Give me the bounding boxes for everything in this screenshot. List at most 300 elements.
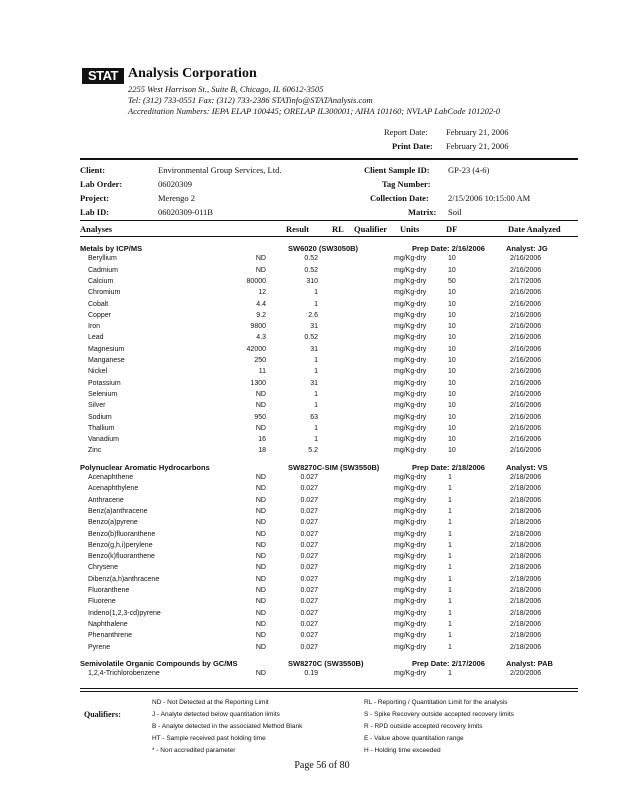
date-analyzed: 2/18/2006	[510, 587, 542, 594]
units: mg/Kg-dry	[394, 620, 427, 628]
units: mg/Kg-dry	[394, 390, 427, 398]
date-analyzed: 2/18/2006	[510, 519, 542, 527]
qualifiers-label: Qualifiers:	[84, 710, 121, 719]
result: ND	[255, 553, 266, 561]
reporting-limit: 2.6	[308, 311, 318, 319]
section-prep: Prep Date: 2/17/2006	[412, 658, 485, 668]
report-date-label: Report Date:	[384, 127, 428, 137]
units: mg/Kg-dry	[394, 334, 427, 342]
units: mg/Kg-dry	[394, 255, 427, 263]
date-analyzed: 2/18/2006	[510, 474, 542, 481]
table-row	[80, 497, 580, 508]
date-analyzed: 2/16/2006	[510, 390, 542, 398]
units: mg/Kg-dry	[394, 530, 427, 538]
table-row	[80, 542, 580, 553]
date-analyzed: 2/18/2006	[510, 643, 542, 651]
section-title: Semivolatile Organic Compounds by GC/MS	[80, 658, 238, 668]
dilution-factor: 1	[448, 575, 452, 583]
dilution-factor: 10	[448, 311, 456, 319]
units: mg/Kg-dry	[394, 643, 427, 651]
dilution-factor: 10	[448, 357, 456, 364]
table-row	[80, 436, 580, 447]
col-df: DF	[446, 224, 458, 234]
dilution-factor: 10	[448, 368, 456, 376]
result: ND	[255, 266, 266, 274]
dilution-factor: 10	[448, 424, 456, 432]
reporting-limit: 0.027	[300, 519, 318, 527]
analyte: Dibenz(a,h)anthracene	[88, 575, 160, 583]
dilution-factor: 10	[448, 255, 456, 263]
reporting-limit: 0.027	[300, 564, 318, 572]
units: mg/Kg-dry	[394, 575, 427, 583]
reporting-limit: 1	[314, 424, 318, 432]
analyte: Anthracene	[88, 496, 124, 504]
date-analyzed: 2/16/2006	[510, 436, 542, 444]
date-analyzed: 2/16/2006	[510, 266, 542, 274]
date-analyzed: 2/16/2006	[510, 323, 542, 331]
divider	[80, 158, 578, 160]
result: ND	[255, 530, 266, 538]
table-row	[80, 402, 580, 413]
result: ND	[255, 402, 266, 410]
date-analyzed: 2/16/2006	[510, 413, 542, 421]
project-value: Merengo 2	[158, 193, 196, 203]
dilution-factor: 50	[448, 277, 456, 285]
analyte: Zinc	[88, 447, 102, 455]
reporting-limit: 0.027	[300, 632, 318, 640]
table-row	[80, 644, 580, 655]
analyte: Sodium	[88, 413, 112, 421]
date-analyzed: 2/18/2006	[510, 507, 542, 515]
date-analyzed: 2/18/2006	[510, 530, 542, 538]
table-row	[80, 334, 580, 345]
result: ND	[255, 507, 266, 515]
sample-id-label: Client Sample ID:	[364, 165, 430, 175]
qualifier-ht: HT - Sample received past holding time	[152, 735, 266, 742]
units: mg/Kg-dry	[394, 519, 427, 527]
date-analyzed: 2/18/2006	[510, 598, 542, 606]
date-analyzed: 2/16/2006	[510, 345, 542, 353]
analyte: Fluoranthene	[88, 587, 130, 594]
result: ND	[255, 519, 266, 527]
analyte: Pyrene	[88, 643, 111, 651]
units: mg/Kg-dry	[394, 368, 427, 376]
analyte: Chromium	[88, 289, 121, 297]
result: ND	[255, 496, 266, 504]
reporting-limit: 31	[310, 379, 318, 387]
result: ND	[255, 564, 266, 572]
units: mg/Kg-dry	[394, 266, 427, 274]
analyte: Naphthalene	[88, 620, 128, 628]
table-row	[80, 632, 580, 643]
divider	[80, 236, 578, 237]
analyte: Selenium	[88, 390, 118, 398]
table-row	[80, 255, 580, 266]
analyte: 1,2,4-Trichlorobenzene	[88, 670, 160, 678]
result: ND	[255, 424, 266, 432]
reporting-limit: 310	[306, 277, 318, 285]
units: mg/Kg-dry	[394, 541, 427, 549]
result: 18	[258, 447, 266, 455]
dilution-factor: 1	[448, 553, 452, 561]
table-row	[80, 368, 580, 379]
units: mg/Kg-dry	[394, 402, 427, 410]
accreditation-numbers: Accreditation Numbers: IEPA ELAP 100445; ORELAP IL300001; AIHA 101160; NVLAP LabCode 101202-0	[128, 106, 501, 116]
dilution-factor: 10	[448, 447, 456, 455]
reporting-limit: 0.027	[300, 643, 318, 651]
section-analyst: Analyst: VS	[506, 462, 548, 472]
result: 250	[254, 357, 266, 364]
reporting-limit: 0.027	[300, 496, 318, 504]
table-row	[80, 508, 580, 519]
client-value: Environmental Group Services, Ltd.	[158, 165, 282, 175]
analyte: Iron	[88, 323, 101, 331]
matrix-value: Soil	[448, 207, 462, 217]
units: mg/Kg-dry	[394, 413, 427, 421]
table-row	[80, 598, 580, 609]
dilution-factor: 1	[448, 474, 452, 481]
dilution-factor: 1	[448, 507, 452, 515]
analyte: Benzo(a)pyrene	[88, 519, 138, 527]
result: ND	[255, 620, 266, 628]
dilution-factor: 10	[448, 323, 456, 331]
analyte: Nickel	[88, 368, 108, 376]
reporting-limit: 0.027	[300, 587, 318, 594]
units: mg/Kg-dry	[394, 436, 427, 444]
dilution-factor: 1	[448, 530, 452, 538]
qualifier-e: E - Value above quantitation range	[364, 735, 464, 742]
units: mg/Kg-dry	[394, 474, 427, 481]
result: ND	[255, 255, 266, 263]
analyte: Phenanthrene	[88, 632, 132, 640]
reporting-limit: 1	[314, 357, 318, 364]
dilution-factor: 1	[448, 643, 452, 651]
date-analyzed: 2/18/2006	[510, 485, 542, 493]
date-analyzed: 2/16/2006	[510, 255, 542, 263]
date-analyzed: 2/18/2006	[510, 575, 542, 583]
analyte: Vanadium	[88, 436, 120, 444]
units: mg/Kg-dry	[394, 496, 427, 504]
units: mg/Kg-dry	[394, 587, 427, 594]
section-analyst: Analyst: PAB	[506, 658, 553, 668]
units: mg/Kg-dry	[394, 564, 427, 572]
date-analyzed: 2/18/2006	[510, 553, 542, 561]
reporting-limit: 1	[314, 402, 318, 410]
reporting-limit: 0.52	[304, 266, 318, 274]
dilution-factor: 1	[448, 587, 452, 594]
analyte: Magnesium	[88, 345, 125, 353]
date-analyzed: 2/18/2006	[510, 632, 542, 640]
dilution-factor: 10	[448, 334, 456, 342]
tag-number-label: Tag Number:	[382, 179, 431, 189]
reporting-limit: 31	[310, 345, 318, 353]
collection-date-value: 2/15/2006 10:15:00 AM	[448, 193, 531, 203]
table-row	[80, 474, 580, 485]
reporting-limit: 1	[314, 390, 318, 398]
units: mg/Kg-dry	[394, 553, 427, 561]
dilution-factor: 1	[448, 670, 452, 678]
date-analyzed: 2/16/2006	[510, 368, 542, 376]
section-title: Polynuclear Aromatic Hydrocarbons	[80, 462, 210, 472]
analyte: Chrysene	[88, 564, 118, 572]
table-row	[80, 576, 580, 587]
col-qualifier: Qualifier	[354, 224, 388, 234]
dilution-factor: 1	[448, 519, 452, 527]
units: mg/Kg-dry	[394, 345, 427, 353]
result: 9800	[250, 323, 266, 331]
table-row	[80, 670, 580, 681]
result: 80000	[246, 277, 266, 285]
table-row	[80, 564, 580, 575]
table-row	[80, 323, 580, 334]
project-label: Project:	[80, 193, 110, 203]
table-row	[80, 414, 580, 425]
analyte: Acenaphthylene	[88, 485, 139, 493]
result: ND	[255, 598, 266, 606]
table-row	[80, 553, 580, 564]
result: 4.3	[256, 334, 266, 342]
qualifier-j: J - Analyte detected below quantitation limits	[152, 711, 280, 718]
reporting-limit: 0.027	[300, 575, 318, 583]
units: mg/Kg-dry	[394, 598, 427, 606]
reporting-limit: 1	[314, 300, 318, 308]
result: 42000	[246, 345, 266, 353]
table-row	[80, 610, 580, 621]
reporting-limit: 31	[310, 323, 318, 331]
units: mg/Kg-dry	[394, 632, 427, 640]
reporting-limit: 5.2	[308, 447, 318, 455]
date-analyzed: 2/16/2006	[510, 357, 542, 364]
date-analyzed: 2/16/2006	[510, 300, 542, 308]
result: 950	[254, 413, 266, 421]
company-logo: STAT	[82, 68, 124, 84]
analyte: Thallium	[88, 424, 115, 432]
dilution-factor: 10	[448, 300, 456, 308]
table-row	[80, 531, 580, 542]
analyte: Manganese	[88, 357, 125, 364]
section-header	[80, 244, 580, 255]
analyte: Benz(a)anthracene	[88, 507, 148, 515]
table-row	[80, 346, 580, 357]
page-number: Page 56 of 80	[294, 760, 350, 771]
units: mg/Kg-dry	[394, 447, 427, 455]
reporting-limit: 0.027	[300, 474, 318, 481]
reporting-limit: 0.027	[300, 485, 318, 493]
units: mg/Kg-dry	[394, 670, 427, 678]
report-date: February 21, 2006	[446, 127, 509, 137]
qualifier-b: B - Analyte detected in the associated Method Blank	[152, 723, 303, 730]
result: ND	[255, 643, 266, 651]
result: ND	[255, 485, 266, 493]
units: mg/Kg-dry	[394, 311, 427, 319]
date-analyzed: 2/16/2006	[510, 334, 542, 342]
units: mg/Kg-dry	[394, 277, 427, 285]
divider	[80, 691, 578, 692]
table-row	[80, 289, 580, 300]
date-analyzed: 2/17/2006	[510, 277, 542, 285]
result: ND	[255, 541, 266, 549]
reporting-limit: 1	[314, 368, 318, 376]
units: mg/Kg-dry	[394, 289, 427, 297]
date-analyzed: 2/16/2006	[510, 289, 542, 297]
result: ND	[255, 670, 266, 678]
result: ND	[255, 632, 266, 640]
col-date-analyzed: Date Analyzed	[508, 224, 561, 234]
units: mg/Kg-dry	[394, 485, 427, 493]
qualifier-r: R - RPD outside accepted recovery limits	[364, 723, 483, 730]
company-address: 2255 West Harrison St., Suite B, Chicago, IL 60612-3505	[128, 84, 324, 94]
company-contact: Tel: (312) 733-0551 Fax: (312) 733-2386 STATinfo@STATAnalysis.com	[128, 95, 373, 105]
reporting-limit: 0.027	[300, 598, 318, 606]
lab-id-value: 06020309-011B	[158, 207, 213, 217]
table-row	[80, 425, 580, 436]
date-analyzed: 2/18/2006	[510, 620, 542, 628]
table-row	[80, 485, 580, 496]
reporting-limit: 0.027	[300, 609, 318, 617]
date-analyzed: 2/16/2006	[510, 447, 542, 455]
section-header	[80, 659, 580, 670]
table-row	[80, 312, 580, 323]
analyte: Calcium	[88, 277, 114, 285]
table-row	[80, 391, 580, 402]
section-method: SW8270C-SIM (SW3550B)	[288, 462, 380, 472]
reporting-limit: 1	[314, 436, 318, 444]
date-analyzed: 2/18/2006	[510, 541, 542, 549]
dilution-factor: 1	[448, 541, 452, 549]
result: 4.4	[256, 300, 266, 308]
result: 16	[258, 436, 266, 444]
client-label: Client:	[80, 165, 106, 175]
date-analyzed: 2/18/2006	[510, 496, 542, 504]
result: ND	[255, 609, 266, 617]
date-analyzed: 2/20/2006	[510, 670, 542, 678]
section-header	[80, 463, 580, 474]
divider	[80, 220, 578, 221]
company-name: Analysis Corporation	[128, 66, 257, 81]
reporting-limit: 63	[310, 413, 318, 421]
dilution-factor: 1	[448, 496, 452, 504]
analyte: Cadmium	[88, 266, 118, 274]
dilution-factor: 10	[448, 289, 456, 297]
units: mg/Kg-dry	[394, 300, 427, 308]
table-row	[80, 301, 580, 312]
analyte: Potassium	[88, 379, 121, 387]
lab-order-label: Lab Order:	[80, 179, 123, 189]
section-analyst: Analyst: JG	[506, 244, 548, 253]
lab-order-value: 06020309	[158, 179, 192, 189]
section-method: SW6020 (SW3050B)	[288, 244, 359, 253]
dilution-factor: 1	[448, 620, 452, 628]
qualifier-rl: RL - Reporting / Quantitation Limit for the analysis	[364, 699, 508, 706]
date-analyzed: 2/16/2006	[510, 424, 542, 432]
col-units: Units	[400, 224, 420, 234]
col-analyses: Analyses	[80, 224, 113, 234]
dilution-factor: 10	[448, 345, 456, 353]
section-prep: Prep Date: 2/16/2006	[412, 244, 485, 253]
section-method: SW8270C (SW3550B)	[288, 658, 364, 668]
section-prep: Prep Date: 2/18/2006	[412, 462, 485, 472]
result: 12	[258, 289, 266, 297]
analyte: Benzo(k)fluoranthene	[88, 553, 155, 561]
column-headers	[80, 224, 580, 235]
dilution-factor: 1	[448, 598, 452, 606]
result: ND	[255, 390, 266, 398]
analyte: Fluorene	[88, 598, 116, 606]
date-analyzed: 2/16/2006	[510, 311, 542, 319]
analyte: Indeno(1,2,3-cd)pyrene	[88, 609, 161, 617]
table-row	[80, 621, 580, 632]
units: mg/Kg-dry	[394, 507, 427, 515]
result: 9.2	[256, 311, 266, 319]
section-title: Metals by ICP/MS	[80, 244, 143, 253]
print-date: February 21, 2006	[446, 141, 509, 151]
units: mg/Kg-dry	[394, 323, 427, 331]
collection-date-label: Collection Date:	[370, 193, 429, 203]
units: mg/Kg-dry	[394, 379, 427, 387]
qualifier-s: S - Spike Recovery outside accepted recovery limits	[364, 711, 514, 718]
result: ND	[255, 575, 266, 583]
reporting-limit: 0.52	[304, 334, 318, 342]
lab-id-label: Lab ID:	[80, 207, 110, 217]
print-date-label: Print Date:	[392, 141, 433, 151]
reporting-limit: 0.19	[304, 670, 318, 678]
table-row	[80, 519, 580, 530]
table-row	[80, 278, 580, 289]
date-analyzed: 2/16/2006	[510, 402, 542, 410]
table-row	[80, 380, 580, 391]
analyte: Beryllium	[88, 255, 117, 263]
reporting-limit: 0.027	[300, 553, 318, 561]
analyte: Silver	[88, 402, 106, 410]
qualifier-star: * - Non accredited parameter	[152, 747, 236, 754]
reporting-limit: 0.027	[300, 507, 318, 515]
table-row	[80, 267, 580, 278]
date-analyzed: 2/18/2006	[510, 609, 542, 617]
divider	[80, 688, 578, 689]
dilution-factor: 10	[448, 402, 456, 410]
analyte: Benzo(b)fluoranthene	[88, 530, 156, 538]
reporting-limit: 0.52	[304, 255, 318, 263]
reporting-limit: 1	[314, 289, 318, 297]
col-rl: RL	[332, 224, 344, 234]
result: 1300	[250, 379, 266, 387]
result: ND	[255, 474, 266, 481]
matrix-label: Matrix:	[408, 207, 437, 217]
table-row	[80, 587, 580, 598]
table-row	[80, 447, 580, 458]
reporting-limit: 0.027	[300, 541, 318, 549]
analyte: Lead	[88, 334, 104, 342]
dilution-factor: 1	[448, 632, 452, 640]
analyte: Acenaphthene	[88, 474, 134, 481]
analyte: Benzo(g,h,i)perylene	[88, 541, 153, 549]
dilution-factor: 10	[448, 436, 456, 444]
dilution-factor: 10	[448, 379, 456, 387]
date-analyzed: 2/16/2006	[510, 379, 542, 387]
dilution-factor: 10	[448, 266, 456, 274]
result: ND	[255, 587, 266, 594]
analyte: Cobalt	[88, 300, 109, 308]
units: mg/Kg-dry	[394, 424, 427, 432]
dilution-factor: 1	[448, 485, 452, 493]
units: mg/Kg-dry	[394, 357, 427, 364]
qualifier-h: H - Holding time exceeded	[364, 747, 441, 754]
result: 11	[258, 368, 266, 376]
qualifier-nd: ND - Not Detected at the Reporting Limit	[152, 699, 269, 706]
sample-id-value: GP-23 (4-6)	[448, 165, 490, 175]
dilution-factor: 10	[448, 390, 456, 398]
dilution-factor: 10	[448, 413, 456, 421]
